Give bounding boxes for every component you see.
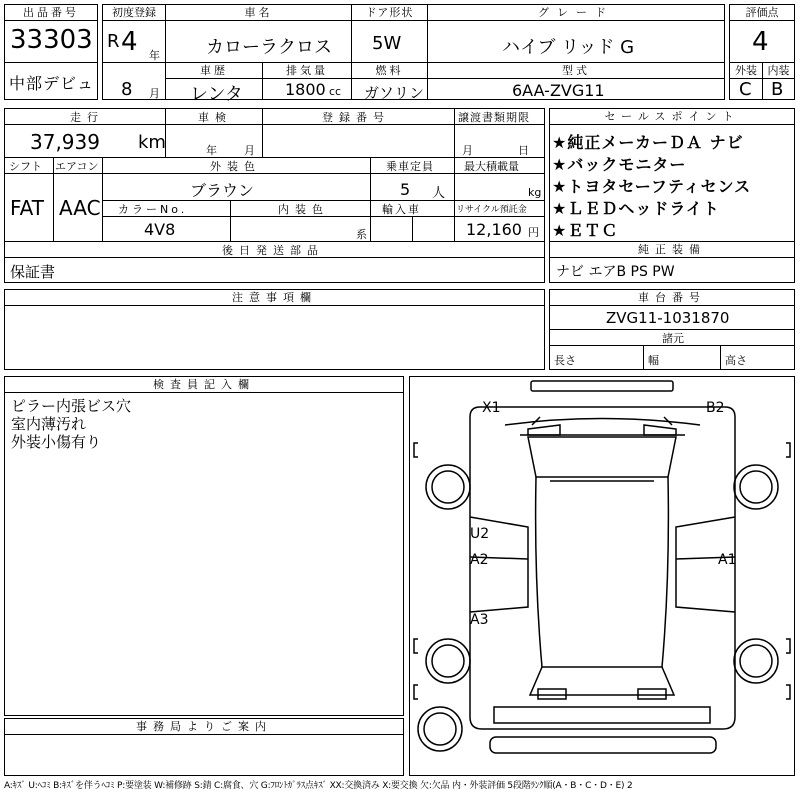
legend-text: A:ｷｽﾞ U:ﾍｺﾐ B:ｷｽﾞを伴うﾍｺﾐ P:要塗装 W:補修跡 S:錆 C:腐食、穴 G:ﾌﾛﾝﾄｶﾞﾗｽ点ｷｽﾞ XX:交換済み X:要交換 欠:欠品 内・外装評価 5段階ﾗﾝｸ順(A・B・C・D・E) 2: [4, 781, 633, 791]
chassis-title: 車台番号: [550, 290, 794, 306]
ac-value: AAC: [59, 196, 101, 220]
lot-box: [4, 4, 98, 63]
sales-point: ★トヨタセーフティセンス: [552, 177, 752, 196]
color-no-value: 4V8: [144, 220, 176, 239]
shift-label: シフト: [9, 160, 42, 173]
interior-grade-box: [762, 62, 795, 100]
mark-u2: U2: [470, 526, 490, 542]
sales-point: ★ＬＥＤヘッドライト: [552, 199, 720, 218]
history-label: 車歴: [166, 63, 262, 79]
later-parts-label: 後日発送部品: [222, 244, 324, 257]
transfer-label: 譲渡書類期限: [458, 111, 530, 124]
ext-color-label: 外装色: [210, 160, 261, 173]
mark-a3: A3: [470, 612, 489, 628]
car-outline-drawing: [410, 377, 794, 775]
first-reg-box: [102, 4, 166, 63]
debut-box: [4, 62, 98, 100]
door-value: 5W: [372, 33, 402, 54]
fuel-box: [351, 62, 428, 100]
chassis-box: [549, 289, 795, 370]
sales-point: ★バックモニター: [552, 155, 687, 174]
fuel-label: 燃料: [352, 63, 427, 79]
model-label: 型式: [428, 63, 724, 79]
registration-label: 登録番号: [322, 111, 390, 124]
recycle-value: 12,160: [466, 220, 522, 239]
score-label: 評価点: [730, 5, 794, 21]
later-parts-value: 保証書: [10, 263, 56, 281]
displacement-value: 1800: [285, 80, 326, 99]
model-value: 6AA-ZVG11: [512, 81, 605, 100]
inspection-year-unit: 年: [206, 144, 217, 157]
score-box: [729, 4, 795, 63]
exterior-value: C: [739, 79, 752, 100]
displacement-unit: cc: [329, 85, 342, 98]
era-letter: R: [107, 31, 120, 52]
score-value: 4: [752, 27, 769, 57]
recycle-label: リサイクル預託金: [456, 205, 527, 215]
mark-x1: X1: [482, 400, 501, 416]
inspection-month-unit: 月: [244, 144, 255, 157]
grade-box: [427, 4, 725, 63]
history-box: [165, 62, 263, 105]
mileage-value: 37,939: [30, 130, 100, 154]
load-unit: kg: [528, 186, 542, 199]
sales-box: [549, 108, 795, 242]
displacement-label: 排気量: [263, 63, 351, 79]
equipment-value: ナビ エアB PS PW: [556, 264, 675, 280]
door-box: [351, 4, 428, 63]
month-box: [102, 62, 166, 100]
notes-box: [4, 289, 545, 370]
import-label: 輸入車: [382, 203, 421, 216]
car-name-label: 車名: [166, 5, 351, 21]
debut-text: 中部デビュ: [9, 74, 95, 93]
capacity-value: 5: [400, 180, 411, 199]
exterior-grade-box: [729, 62, 763, 100]
lot-number: 33303: [10, 25, 93, 55]
dims-width: 幅: [648, 354, 659, 367]
dims-title: 諸元: [662, 332, 684, 345]
sales-point: ★純正メーカーＤＡ ナビ: [552, 133, 744, 152]
interior-value: B: [771, 79, 784, 100]
reg-year: 4: [121, 27, 138, 57]
inspector-box: [4, 376, 404, 716]
grade-label: グレード: [428, 5, 724, 21]
month-unit: 月: [149, 87, 160, 100]
car-name-box: [165, 4, 352, 63]
ext-color-value: ブラウン: [190, 181, 255, 200]
office-title: 事務局よりご案内: [5, 719, 403, 735]
fuel-value: ガソリン: [364, 84, 425, 102]
recycle-unit: 円: [528, 226, 539, 239]
notes-title: 注意事項欄: [5, 290, 544, 306]
int-color-label: 内装色: [278, 203, 329, 216]
load-label: 最大積載量: [464, 160, 519, 173]
int-color-unit: 系: [356, 228, 367, 241]
mark-a1: A1: [718, 552, 737, 568]
capacity-label: 乗車定員: [386, 160, 434, 173]
equipment-box: [549, 241, 795, 283]
transfer-day-unit: 日: [518, 144, 529, 157]
mark-a2: A2: [470, 552, 489, 568]
color-no-label: カラーNo.: [118, 203, 188, 216]
shift-value: FAT: [10, 196, 45, 220]
office-box: [4, 718, 404, 776]
displacement-box: [262, 62, 352, 100]
capacity-unit: 人: [432, 186, 446, 201]
inspector-line: 室内薄汚れ: [11, 415, 87, 433]
inspector-title: 検査員記入欄: [5, 377, 403, 393]
reg-month: 8: [121, 79, 133, 100]
lot-label: 出品番号: [5, 5, 97, 21]
interior-label: 内装: [763, 63, 794, 79]
inspection-label: 車検: [198, 111, 232, 124]
dims-height: 高さ: [725, 354, 747, 367]
mileage-label: 走行: [70, 111, 104, 124]
dims-length: 長さ: [554, 354, 576, 367]
ac-label: エアコン: [55, 160, 99, 173]
exterior-label: 外装: [730, 63, 762, 79]
grade-value: ハイブ リッド G: [502, 37, 635, 58]
model-box: [427, 62, 725, 100]
history-value: レンタ: [190, 84, 243, 105]
chassis-number: ZVG11-1031870: [606, 309, 730, 327]
year-unit: 年: [149, 49, 160, 62]
transfer-month-unit: 月: [462, 144, 473, 157]
inspector-line: 外装小傷有り: [11, 433, 102, 451]
car-name: カローラクロス: [206, 37, 332, 58]
door-label: ドア形状: [352, 5, 427, 21]
mark-b2: B2: [706, 400, 725, 416]
sales-title: セールスポイント: [550, 109, 794, 125]
inspector-line: ピラー内張ビス穴: [11, 397, 132, 415]
first-reg-label: 初度登録: [103, 5, 165, 21]
sales-point: ★ＥＴＣ: [552, 221, 619, 240]
damage-diagram: [409, 376, 795, 776]
equipment-title: 純正装備: [550, 242, 794, 258]
mileage-unit: km: [138, 132, 166, 153]
